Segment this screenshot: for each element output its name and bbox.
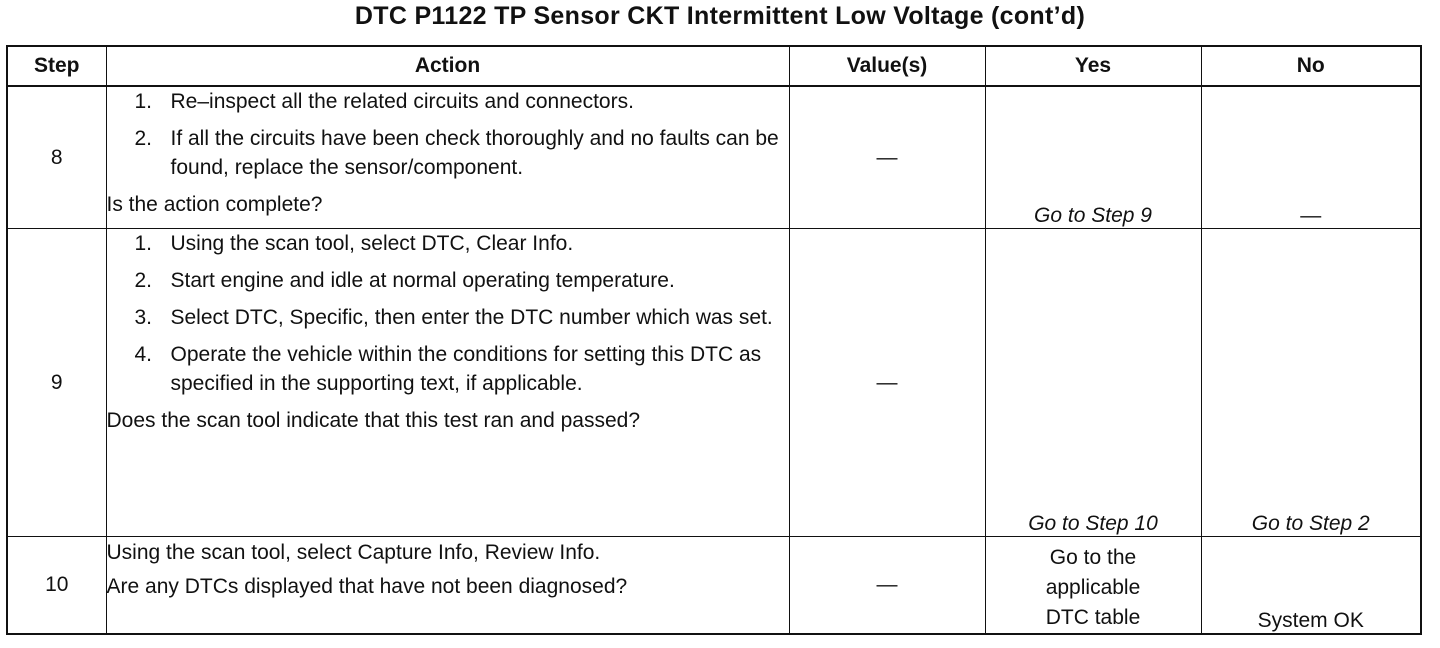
- action-item-text: Start engine and idle at normal operating temperature.: [170, 269, 675, 292]
- value-text: —: [876, 573, 898, 596]
- table-row-step-10: [7, 537, 1421, 635]
- action-question: Are any DTCs displayed that have not been diagnosed?: [106, 575, 628, 598]
- table-row-step-9: [7, 229, 1421, 537]
- action-item: [107, 87, 789, 116]
- action-item: [107, 124, 789, 182]
- action-list: [107, 87, 789, 182]
- no-result: Go to Step 2: [1251, 512, 1370, 535]
- action-item-text: Operate the vehicle within the conditions for setting this DTC as specified in the supporting text, if applicable.: [170, 343, 762, 395]
- action-item: [107, 303, 789, 332]
- action-item-text: Re–inspect all the related circuits and connectors.: [170, 90, 634, 113]
- yes-cell: [985, 86, 1201, 229]
- action-item-number: 3.: [134, 306, 153, 329]
- no-cell: [1201, 229, 1421, 537]
- action-item-number: 1.: [134, 90, 153, 113]
- step-number: 10: [7, 537, 106, 635]
- value-text: —: [876, 145, 898, 169]
- action-question: Is the action complete?: [106, 193, 323, 216]
- header-values: Value(s): [789, 46, 985, 86]
- action-item-number: 2.: [134, 127, 153, 150]
- step-number: 9: [7, 229, 106, 537]
- action-cell: [106, 86, 789, 229]
- no-cell: [1201, 86, 1421, 229]
- header-no: No: [1201, 46, 1421, 86]
- page-title: DTC P1122 TP Sensor CKT Intermittent Low Voltage (cont’d): [354, 2, 1086, 30]
- action-item-text: Select DTC, Specific, then enter the DTC number which was set.: [170, 306, 773, 329]
- value-cell: [789, 86, 985, 229]
- action-item-number: 2.: [134, 269, 153, 292]
- action-instruction: Using the scan tool, select Capture Info, Review Info.: [106, 541, 601, 564]
- header-action: Action: [106, 46, 789, 86]
- no-result: System OK: [1257, 609, 1364, 632]
- step-number: 8: [7, 86, 106, 229]
- header-yes: Yes: [985, 46, 1201, 86]
- diagnostic-table: [6, 45, 1422, 635]
- action-item-number: 4.: [134, 343, 153, 366]
- yes-cell: [985, 229, 1201, 537]
- action-item: [107, 229, 789, 258]
- action-item: [107, 266, 789, 295]
- action-item: [107, 340, 789, 398]
- yes-result: Go to Step 10: [1028, 512, 1158, 535]
- action-item-number: 1.: [134, 232, 153, 255]
- header-step: Step: [7, 46, 106, 86]
- value-text: —: [876, 370, 898, 394]
- yes-result: Go to Step 9: [1034, 204, 1152, 227]
- action-cell: [106, 537, 789, 635]
- no-result: —: [1300, 204, 1322, 227]
- table-row-step-8: [7, 86, 1421, 229]
- no-cell: [1201, 537, 1421, 635]
- action-cell: [106, 229, 789, 537]
- action-list: [107, 229, 789, 398]
- action-item-text: If all the circuits have been check thoroughly and no faults can be found, replace the sensor/component.: [170, 127, 779, 179]
- action-item-text: Using the scan tool, select DTC, Clear Info.: [170, 232, 574, 255]
- action-question: Does the scan tool indicate that this test ran and passed?: [106, 409, 641, 432]
- value-cell: [789, 537, 985, 635]
- yes-result: Go to the applicable DTC table: [1045, 546, 1141, 629]
- yes-cell: [985, 537, 1201, 635]
- header-row: [7, 46, 1421, 86]
- value-cell: [789, 229, 985, 537]
